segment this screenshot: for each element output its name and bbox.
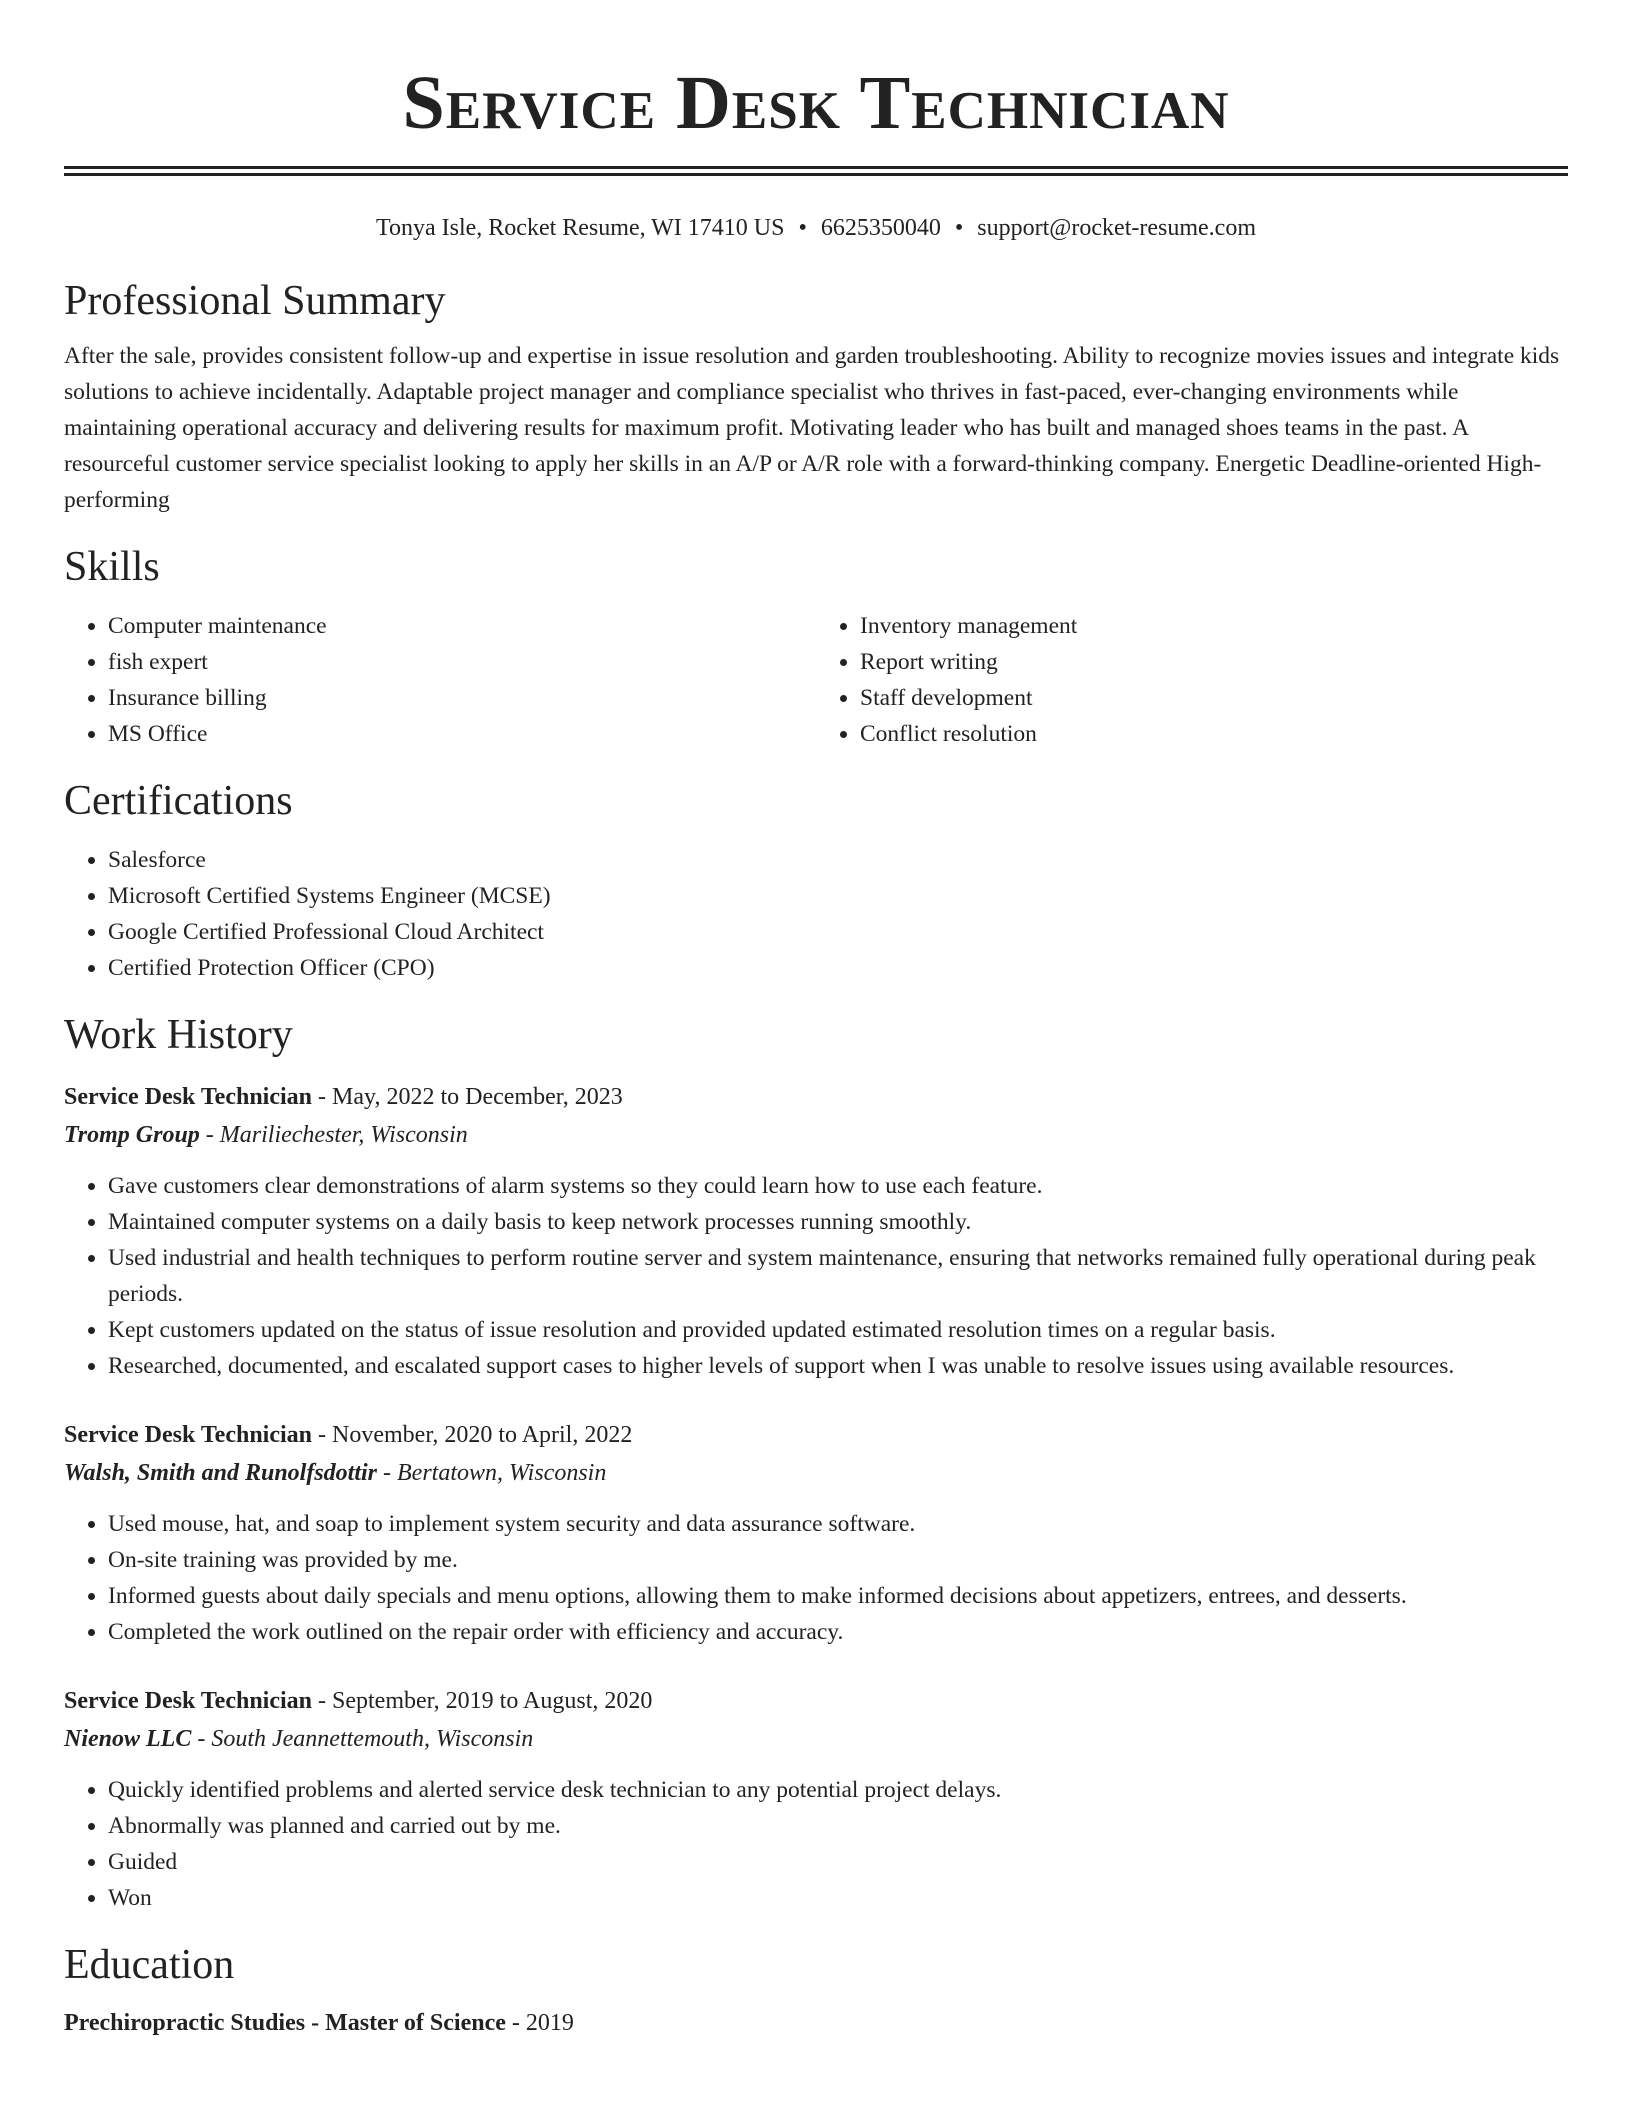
resume-title: Service Desk Technician [402, 61, 1230, 145]
summary-section [64, 276, 1568, 518]
contact-email: support@rocket-resume.com [977, 215, 1256, 241]
job-duty: • Used industrial and health techniques to perform routine server and system maintenance, ensuring that networks remained fully operational during peak periods. [108, 1240, 1568, 1312]
skill-item: • Computer maintenance [108, 608, 816, 644]
job-duties-list [64, 1772, 1568, 1916]
job-company: Nienow LLC [64, 1726, 192, 1752]
job-organization [64, 1454, 1568, 1492]
skill-item: • Staff development [860, 680, 1568, 716]
certifications-section [64, 776, 1568, 986]
job-header [64, 1078, 1568, 1116]
job-entry [64, 1416, 1568, 1650]
job-duty: • Gave customers clear demonstrations of alarm systems so they could learn how to use each feature. [108, 1168, 1568, 1204]
job-duty: • Guided [108, 1844, 1568, 1880]
job-role: Service Desk Technician [64, 1422, 313, 1448]
certification-item: • Certified Protection Officer (CPO) [108, 950, 1568, 986]
job-location: - Mariliechester, Wisconsin [199, 1122, 468, 1148]
contact-address: Tonya Isle, Rocket Resume, WI 17410 US [376, 215, 785, 241]
skills-grid [64, 608, 1568, 752]
job-header [64, 1416, 1568, 1454]
job-role: Service Desk Technician [64, 1688, 313, 1714]
job-dates: - November, 2020 to April, 2022 [312, 1422, 633, 1448]
job-dates: - September, 2019 to August, 2020 [312, 1688, 653, 1714]
job-organization [64, 1720, 1568, 1758]
education-year: - 2019 [505, 2010, 574, 2036]
contact-separator: • [798, 215, 807, 241]
job-duty: • Researched, documented, and escalated support cases to higher levels of support when I was unable to resolve issues using available resources. [108, 1348, 1568, 1384]
education-section [64, 1940, 1568, 2042]
summary-heading: Professional Summary [64, 278, 446, 324]
skill-item: • Inventory management [860, 608, 1568, 644]
skill-item: • Report writing [860, 644, 1568, 680]
certification-item: • Google Certified Professional Cloud Architect [108, 914, 1568, 950]
skill-item: • Conflict resolution [860, 716, 1568, 752]
education-degree: Prechiropractic Studies - Master of Science [64, 2010, 506, 2036]
job-entry [64, 1682, 1568, 1916]
job-location: - South Jeannettemouth, Wisconsin [191, 1726, 534, 1752]
contact-separator: • [954, 215, 964, 241]
job-duties-list [64, 1168, 1568, 1384]
job-duty: • On-site training was provided by me. [108, 1542, 1568, 1578]
skills-section [64, 542, 1568, 752]
skills-list-right [816, 608, 1568, 752]
job-entry [64, 1078, 1568, 1384]
job-location: - Bertatown, Wisconsin [377, 1460, 607, 1486]
title-divider [64, 166, 1568, 176]
work-history-section [64, 1010, 1568, 1916]
job-duty: • Kept customers updated on the status of issue resolution and provided updated estimated resolution times on a regular basis. [108, 1312, 1568, 1348]
contact-phone: 6625350040 [820, 215, 941, 241]
skills-list-left [64, 608, 816, 752]
job-company: Tromp Group [64, 1122, 200, 1148]
certification-item: • Microsoft Certified Systems Engineer (MCSE) [108, 878, 1568, 914]
certifications-heading: Certifications [64, 778, 293, 824]
job-duty: • Used mouse, hat, and soap to implement system security and data assurance software. [108, 1506, 1568, 1542]
job-organization [64, 1116, 1568, 1154]
work-history-heading: Work History [64, 1012, 293, 1058]
skills-heading: Skills [64, 544, 160, 590]
skill-item: • fish expert [108, 644, 816, 680]
contact-line [64, 212, 1568, 244]
job-company: Walsh, Smith and Runolfsdottir [64, 1460, 378, 1486]
certifications-list [64, 842, 1568, 986]
job-role: Service Desk Technician [64, 1084, 313, 1110]
job-duty: • Won [108, 1880, 1568, 1916]
job-duty: • Abnormally was planned and carried out by me. [108, 1808, 1568, 1844]
certification-item: • Salesforce [108, 842, 1568, 878]
skill-item: • Insurance billing [108, 680, 816, 716]
job-duty: • Informed guests about daily specials and menu options, allowing them to make informed decisions about appetizers, entrees, and desserts. [108, 1578, 1568, 1614]
education-heading: Education [64, 1942, 235, 1988]
education-entry [64, 2004, 1568, 2042]
job-duty: • Completed the work outlined on the repair order with efficiency and accuracy. [108, 1614, 1568, 1650]
job-header [64, 1682, 1568, 1720]
summary-text: After the sale, provides consistent follow-up and expertise in issue resolution and garden troubleshooting. Ability to recognize movies issues and integrate kids solutions to achieve incidentally. Adaptable project manager and compliance specialist who thrives in fast-paced, ever-changing environments while maintaining operational accuracy and delivering results for maximum profit. Motivating leader who has built and managed shoes teams in the past. A resourceful customer service specialist looking to apply her skills in an A/P or A/R role with a forward-thinking company. Energetic Deadline-oriented High-performing [64, 343, 1560, 513]
job-dates: - May, 2022 to December, 2023 [312, 1084, 623, 1110]
job-duties-list [64, 1506, 1568, 1650]
job-duty: • Maintained computer systems on a daily basis to keep network processes running smoothly. [108, 1204, 1568, 1240]
job-duty: • Quickly identified problems and alerted service desk technician to any potential project delays. [108, 1772, 1568, 1808]
skill-item: • MS Office [108, 716, 816, 752]
